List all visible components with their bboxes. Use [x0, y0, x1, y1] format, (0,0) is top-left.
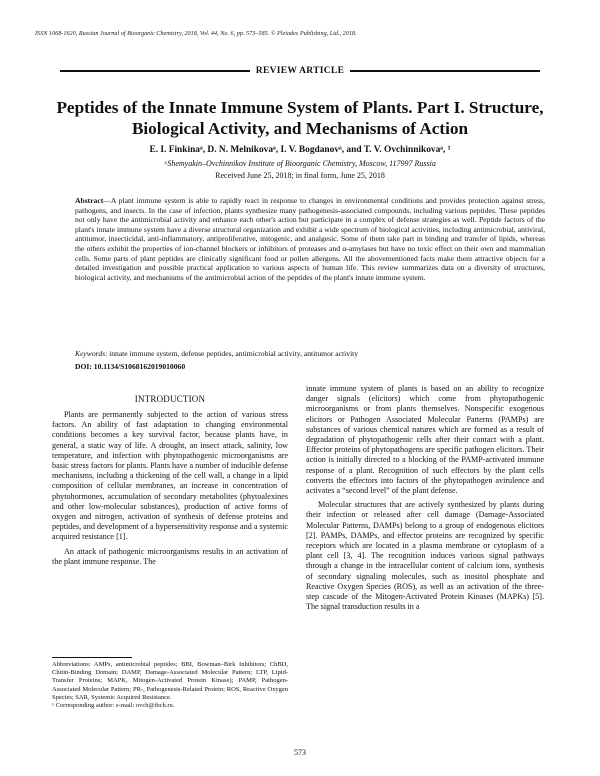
abstract-text: —A plant immune system is able to rapidly react in response to changes in environmental conditions and provides protection against stress, pathogens, and insects. In the case of infection, plants synthesize many pathogenesis-associated compounds, including various peptides. These peptides not only have the antimicrobial activity and enhance each other's action but participate in a complex of defense strategies as well. Peptide factors of the plant's innate immune system have a diverse structural organization and exhibit a wide spectrum of biological activities, including antimicrobial, antiviral, antitumor, insecticidal, anti-inflammatory, antiproliferative, mitogenic, and analgesic. Some of them take part in binding and transfer of lipids, whereas the others exhibit the properties of ion-channel blockers or inhibitors of proteases and α-amylases but have no toxic effect on their own and mammalian cells. Some parts of plant peptides are clinically significant food or pollen allergens. All the abovementioned facts make them attractive objects for a detailed investigation and possible practical application to various aspects of human life. This review summarizes data on a diversity of structures, biological activity, and mechanisms of the antimicrobial action of the peptides of the plant's innate immune system. [75, 196, 545, 282]
section-rule-left [60, 70, 250, 72]
abstract-label: Abstract [75, 196, 104, 205]
article-title-line-2: Biological Activity, and Mechanisms of Action [131, 119, 469, 138]
keywords-label: Keywords [75, 349, 106, 358]
author-list: E. I. Finkinaᵃ, D. N. Melnikovaᵃ, I. V. Bogdanovᵃ, and T. V. Ovchinnikovaᵃ, ¹ [149, 145, 451, 155]
footnote-corresponding-author: ¹ Corresponding author: e-mail: ovch@ibch.ru. [52, 702, 175, 710]
page-number: 573 [294, 748, 306, 757]
article-title-line-1: Peptides of the Innate Immune System of Plants. Part I. Structure, [56, 98, 544, 117]
article-title [50, 97, 550, 139]
intro-paragraph-2: An attack of pathogenic microorganisms results in an activation of the plant immune response. The [52, 546, 288, 566]
intro-paragraph-1: Plants are permanently subjected to the action of various stress factors. An ability of fast adaptation to changing environmental conditions becomes a key survival factor, because plants have, in general, a static way of life. A drought, an insect attack, salinity, low temperature, and infection with phytopathogenic microorganisms are basic stress factors for plants. Plants have a number of inducible defense mechanisms, including a thickening of the cell wall, a change in a lipid composition of cellular membranes, an increase in concentration of phytohormones, accumulation of secondary metabolites (phytoalexines and other low-molecular substances), production of active forms of oxygen and nitrogen, activation of synthesis of defense proteins and peptides, and development of a hypersensitivity response and a systemic acquired resistance [1]. [52, 410, 288, 542]
keywords-text: : innate immune system, defense peptides, antimicrobial activity, antitumor activity [105, 349, 359, 358]
received-date: Received June 25, 2018; in final form, June 25, 2018 [215, 171, 385, 180]
introduction-heading: INTRODUCTION [134, 394, 206, 404]
section-banner [60, 65, 540, 77]
footnotes [52, 661, 288, 710]
section-rule-right [350, 70, 540, 72]
section-label: REVIEW ARTICLE [255, 66, 345, 76]
intro-paragraph-4: Molecular structures that are actively synthesized by plants during their infection or released after cell damage (Damage-Associated Molecular Patterns, DAMPs) belong to a group of endogenous elicitors [2]. PAMPs, DAMPs, and effector proteins are recognized by specific receptors which are located in a plasma membrane or cytoplasm of a plant cell [3, 4]. The recognition induces various signal pathways through a change in the intracellular content of calcium ions, synthesis of secondary signaling molecules, such as inositol phosphate and Reactive Oxygen Species (ROS), as well as an activation of the three-step cascade of the Mitogen-Activated Protein Kinases (MAPKs) [5]. The signal transduction results in a [306, 500, 544, 612]
intro-paragraph-3: innate immune system of plants is based on an ability to recognize danger signals (elicitors) which come from phytopathogenic microorganisms or from plants themselves. Nonspecific exogenous elicitors or Pathogen Associated Molecular Patterns (PAMPs) are substances of various chemical natures which are formed as a result of degradation of phytopathogenic cells after their contact with a plant. Effector proteins of phytopathogens are specific pathogen elicitors. Their action is initially directed to a blocking of the PAMP-activated immune response of a plant. Recognition of such effectors by the plant cells converts the effectors into factors of the phytopathogen avirulence and activates a “second level” of the plant defense. [306, 384, 544, 496]
affiliation: ᵃShemyakin–Ovchinnikov Institute of Bioorganic Chemistry, Moscow, 117997 Russia [164, 159, 436, 168]
footnote-abbreviations: Abbreviations: AMPs, antimicrobial peptides; BBI, Bowman–Birk Inhibitors; ChBD, Chitin-Binding Domain; DAMP, Damage-Associated Molecular Pattern; LTP, Lipid-Transfer Proteins; MAPK, Mitogen-Activated Protein Kinase); PAMP, Pathogen-Associated Molecular Pattern; PR-, Pathogenesis-Related Protein; ROS, Reactive Oxygen Species; SAR, Systemic Acquired Resistance. [52, 661, 288, 701]
journal-citation-line: ISSN 1068-1620, Russian Journal of Bioorganic Chemistry, 2018, Vol. 44, No. 6, pp. 573–585. © Pleiades Publishing, Ltd., 2018. [35, 30, 357, 37]
footnote-divider [52, 657, 132, 658]
keywords [75, 349, 545, 359]
abstract [75, 196, 545, 282]
left-column [52, 410, 288, 567]
right-column [306, 384, 544, 612]
doi: DOI: 10.1134/S1068162019010060 [75, 362, 186, 371]
